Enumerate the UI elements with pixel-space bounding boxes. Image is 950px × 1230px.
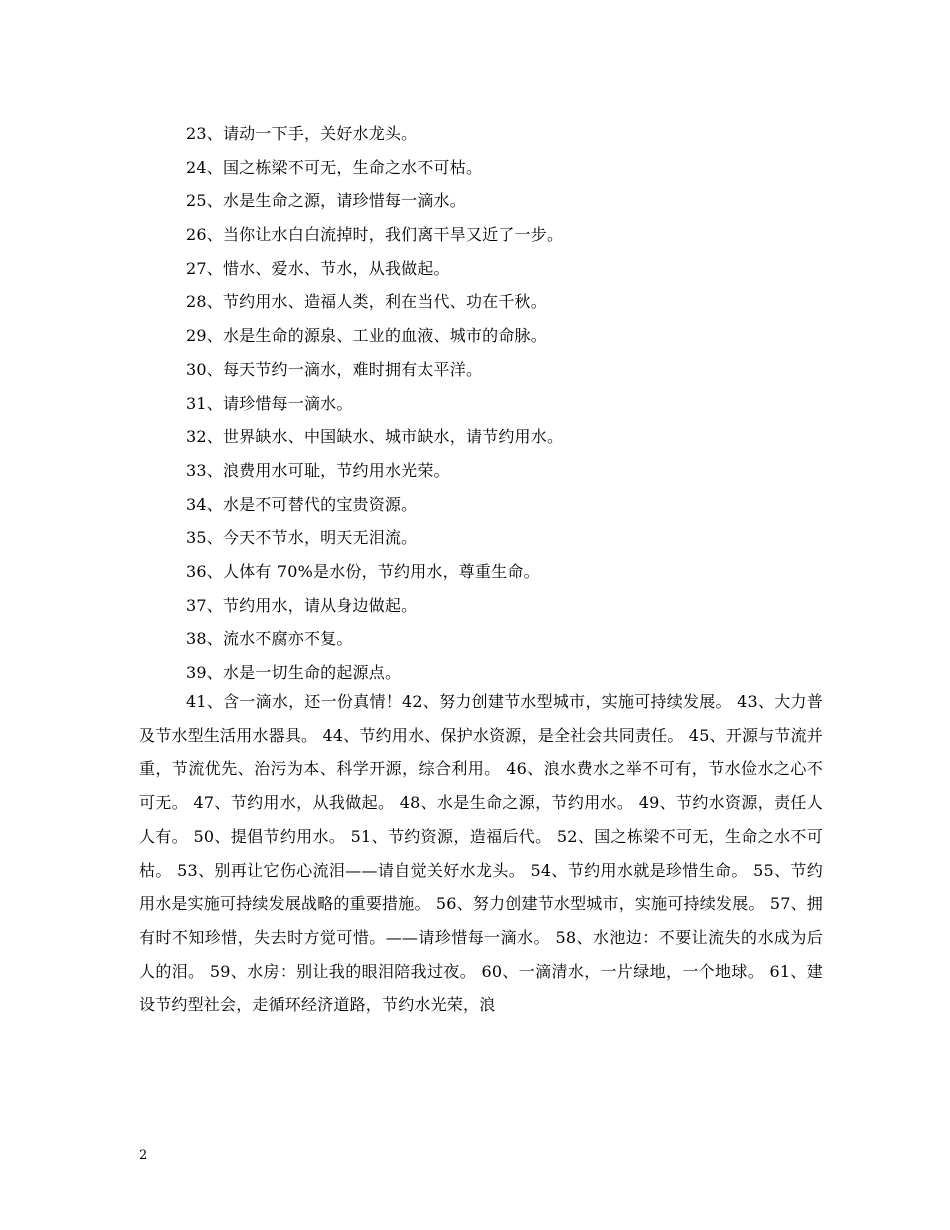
slogan-paragraph: 41、含一滴水，还一份真情！42、努力创建节水型城市，实施可持续发展。 43、大力普及节水型生活用水器具。 44、节约用水、保护水资源，是全社会共同责任。 45、开源与节流并重，节流优先、治污为本、科学开源，综合利用。 46、浪水费水之举不可有，节水俭水之心不可无。 47、节约用水，从我做起。 48、水是生命之源，节约用水。 49、节约水资源，责任人人有。 50、提倡节约用水。 51、节约资源，造福后代。 52、国之栋梁不可无，生命之水不可枯。 53、别再让它伤心流泪——请自觉关好水龙头。 54、节约用水就是珍惜生命。 55、节约用水是实施可持续发展战略的重要措施。 56、努力创建节水型城市，实施可持续发展。 57、拥有时不知珍惜，失去时方觉可惜。——请珍惜每一滴水。 58、水池边：不要让流失的水成为后人的泪。 59、水房：别让我的眼泪陪我过夜。 60、一滴清水，一片绿地，一个地球。 61、建设节约型社会，走循环经济道路，节约水光荣，浪 [139, 692, 823, 1015]
list-item: 37、节约用水，请从身边做起。 [186, 595, 418, 615]
list-item: 24、国之栋梁不可无，生命之水不可枯。 [186, 157, 483, 177]
list-item: 31、请珍惜每一滴水。 [186, 393, 353, 413]
list-item: 38、流水不腐亦不复。 [186, 629, 353, 649]
list-item: 28、节约用水、造福人类，利在当代、功在千秋。 [186, 292, 547, 312]
list-item: 25、水是生命之源，请珍惜每一滴水。 [186, 191, 466, 211]
list-item: 32、世界缺水、中国缺水、城市缺水，请节约用水。 [186, 427, 564, 447]
list-item: 23、请动一下手，关好水龙头。 [186, 124, 418, 143]
list-item: 34、水是不可替代的宝贵资源。 [186, 494, 418, 514]
page-number: 2 [139, 1148, 148, 1163]
list-item: 36、人体有 70%是水份，节约用水，尊重生命。 [186, 561, 540, 581]
list-item: 29、水是生命的源泉、工业的血液、城市的命脉。 [186, 326, 547, 346]
list-item: 30、每天节约一滴水，难时拥有太平洋。 [186, 359, 483, 379]
list-item: 35、今天不节水，明天无泪流。 [186, 528, 418, 548]
list-item: 26、当你让水白白流掉时，我们离干旱又近了一步。 [186, 225, 564, 245]
list-item: 27、惜水、爱水、节水，从我做起。 [186, 258, 450, 278]
slogan-list [186, 117, 826, 690]
list-item: 39、水是一切生命的起源点。 [186, 663, 402, 682]
list-item: 33、浪费用水可耻，节约用水光荣。 [186, 460, 450, 480]
